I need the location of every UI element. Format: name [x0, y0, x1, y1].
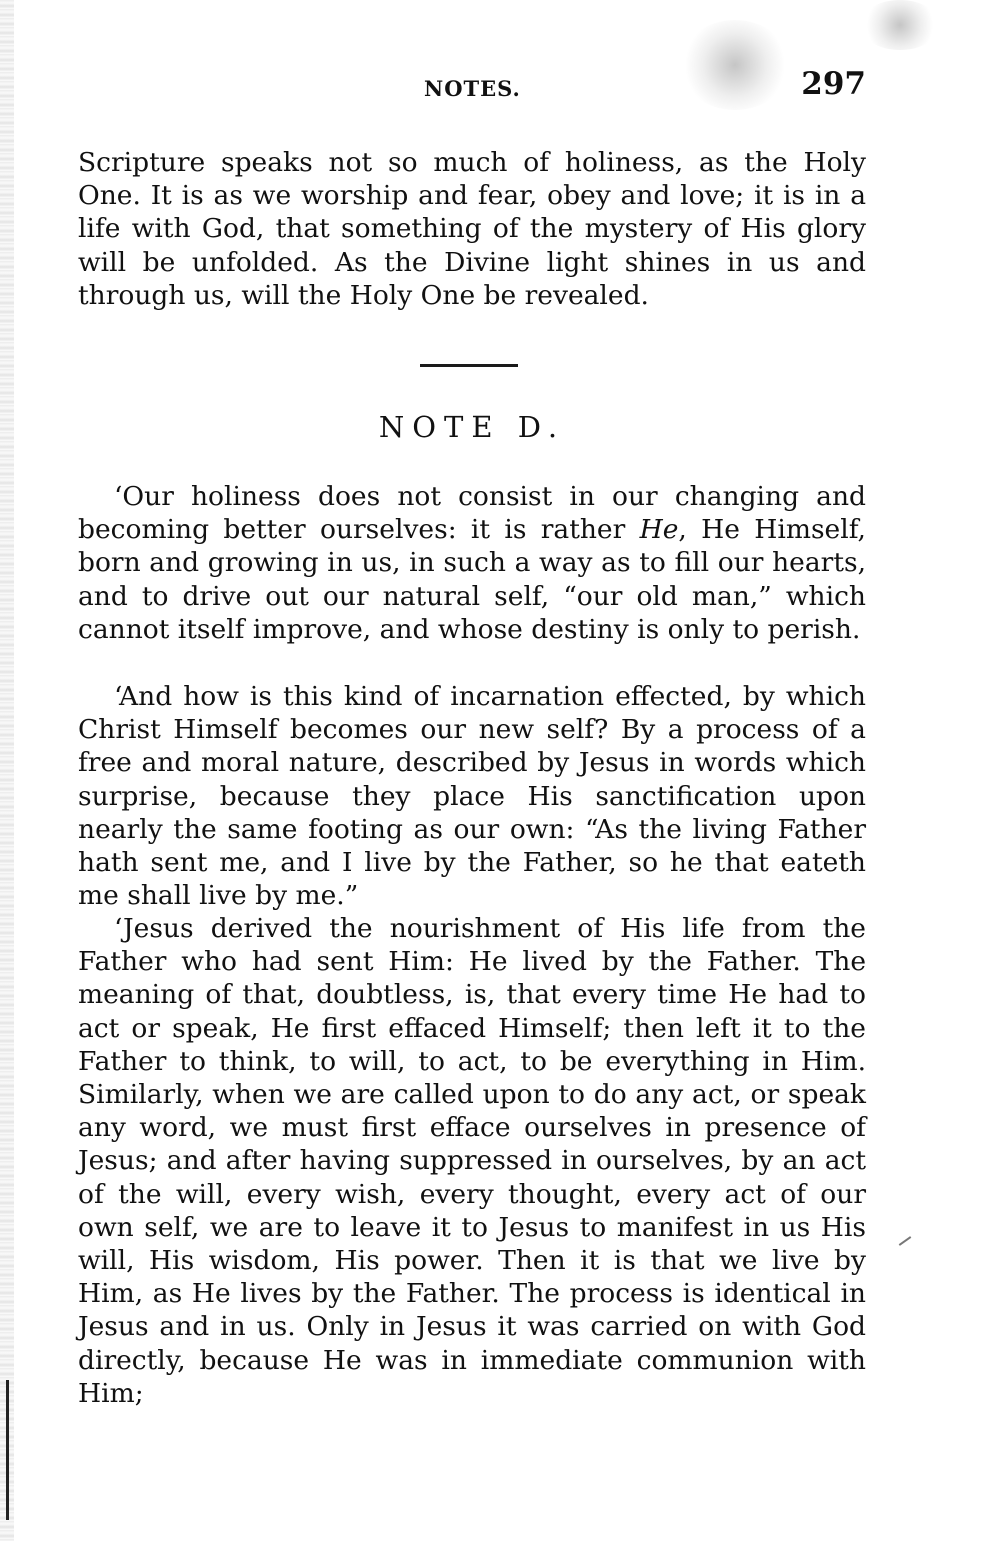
continuation-paragraph: Scripture speaks not so much of holiness, as the Holy One. It is as we worship and fear, obey and love; it is in a life with God, that something of the mystery of His glory will be unfolded. As the Divine light shines in us and through us, will the Holy One be revealed.	[78, 147, 866, 311]
section-divider	[420, 364, 518, 367]
ink-smudge-corner	[860, 0, 940, 50]
note-heading: NOTE D.	[378, 410, 566, 444]
page-number: 297	[801, 66, 866, 102]
p1-emphasis: He	[639, 514, 679, 546]
p1-text-start: ‘Our holiness does not consist in our changing and becoming better ourselves: it is rather	[78, 481, 866, 546]
scan-edge-mark	[6, 1380, 9, 1520]
running-head: NOTES.	[424, 76, 521, 101]
note-paragraph-1	[78, 480, 866, 646]
scan-edge-shadow	[0, 0, 14, 1541]
note-paragraph-3: ‘Jesus derived the nourishment of His life from the Father who had sent Him: He lived by the Father. The meaning of that, doubtless, is, that every time He had to act or speak, He first effaced Himself; then left it to the Father to think, to will, to act, to be everything in Him. Similarly, when we are called upon to do any act, or speak any word, we must first efface ourselves in presence of Jesus; and after having suppressed in ourselves, by an act of the will, every wish, every thought, every act of our own self, we are to leave it to Jesus to manifest in us His will, His wisdom, His power. Then it is that we live by Him, as He lives by the Father. The process is identical in Jesus and in us. Only in Jesus it was carried on with God directly, because He was in immediate communion with Him;	[78, 913, 866, 1409]
stray-pen-mark	[899, 1236, 912, 1246]
page-header	[78, 66, 866, 106]
note-paragraph-2: ‘And how is this kind of incarnation effected, by which Christ Himself becomes our new self? By a process of a free and moral nature, described by Jesus in words which surprise, because they place His sanctification upon nearly the same footing as our own: “As the living Father hath sent me, and I live by the Father, so he that eateth me shall live by me.”	[78, 681, 866, 912]
p1-text-end: , He Himself, born and growing in us, in such a way as to fill our hearts, and to drive out our natural self, “our old man,” which cannot itself improve, and whose destiny is only to perish.	[78, 514, 866, 645]
